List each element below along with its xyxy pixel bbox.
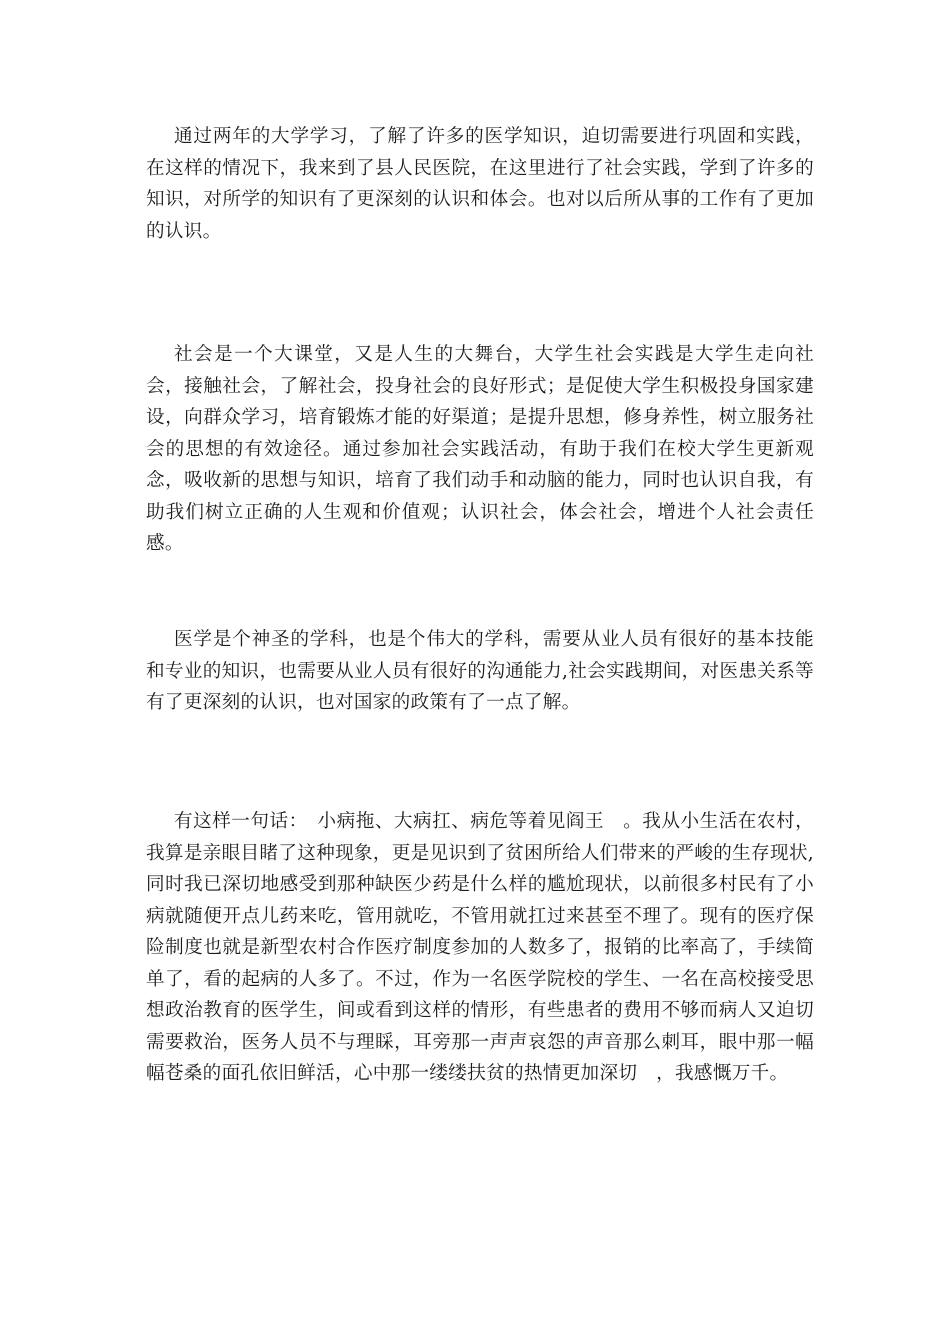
paragraph-rural-healthcare: 有这样一句话： 小病拖、大病扛、病危等着见阎王 。我从小生活在农村，我算是亲眼目睹了这种现象，更是见识到了贫困所给人们带来的严峻的生存现状,同时我已深切地感受到那种缺医少药是什么样的尴尬现状，以前很多村民有了小病就随便开点儿药来吃，管用就吃，不管用就扛过来甚至不理了。现有的医疗保险制度也就是新型农村合作医疗制度参加的人数多了，报销的比率高了，手续简单了，看的起病的人多了。不过，作为一名医学院校的学生、一名在高校接受思想政治教育的医学生，间或看到这样的情形，有些患者的费用不够而病人又迫切需要救治，医务人员不与理睬，耳旁那一声声哀怨的声音那么刺耳，眼中那一幅幅苍桑的面孔依旧鲜活，心中那一缕缕扶贫的热情更加深切 ，我感慨万千。 xyxy=(146,811,814,1084)
paragraph-intro: 通过两年的大学学习，了解了许多的医学知识，迫切需要进行巩固和实践，在这样的情况下，我来到了县人民医院，在这里进行了社会实践，学到了许多的知识，对所学的知识有了更深刻的认识和体会。也对以后所从事的工作有了更加的认识。 xyxy=(146,126,814,242)
paragraph-social-practice: 社会是一个大课堂，又是人生的大舞台，大学生社会实践是大学生走向社会，接触社会，了解社会，投身社会的良好形式；是促使大学生积极投身国家建设，向群众学习，培育锻炼才能的好渠道；是提升思想，修身养性，树立服务社会的思想的有效途径。通过参加社会实践活动，有助于我们在校大学生更新观念，吸收新的思想与知识，培育了我们动手和动脑的能力，同时也认识自我，有助我们树立正确的人生观和价值观；认识社会，体会社会，增进个人社会责任感。 xyxy=(146,344,814,554)
paragraph-medicine: 医学是个神圣的学科，也是个伟大的学科，需要从业人员有很好的基本技能和专业的知识，也需要从业人员有很好的沟通能力,社会实践期间，对医患关系等有了更深刻的认识，也对国家的政策有了一点了解。 xyxy=(146,629,814,713)
